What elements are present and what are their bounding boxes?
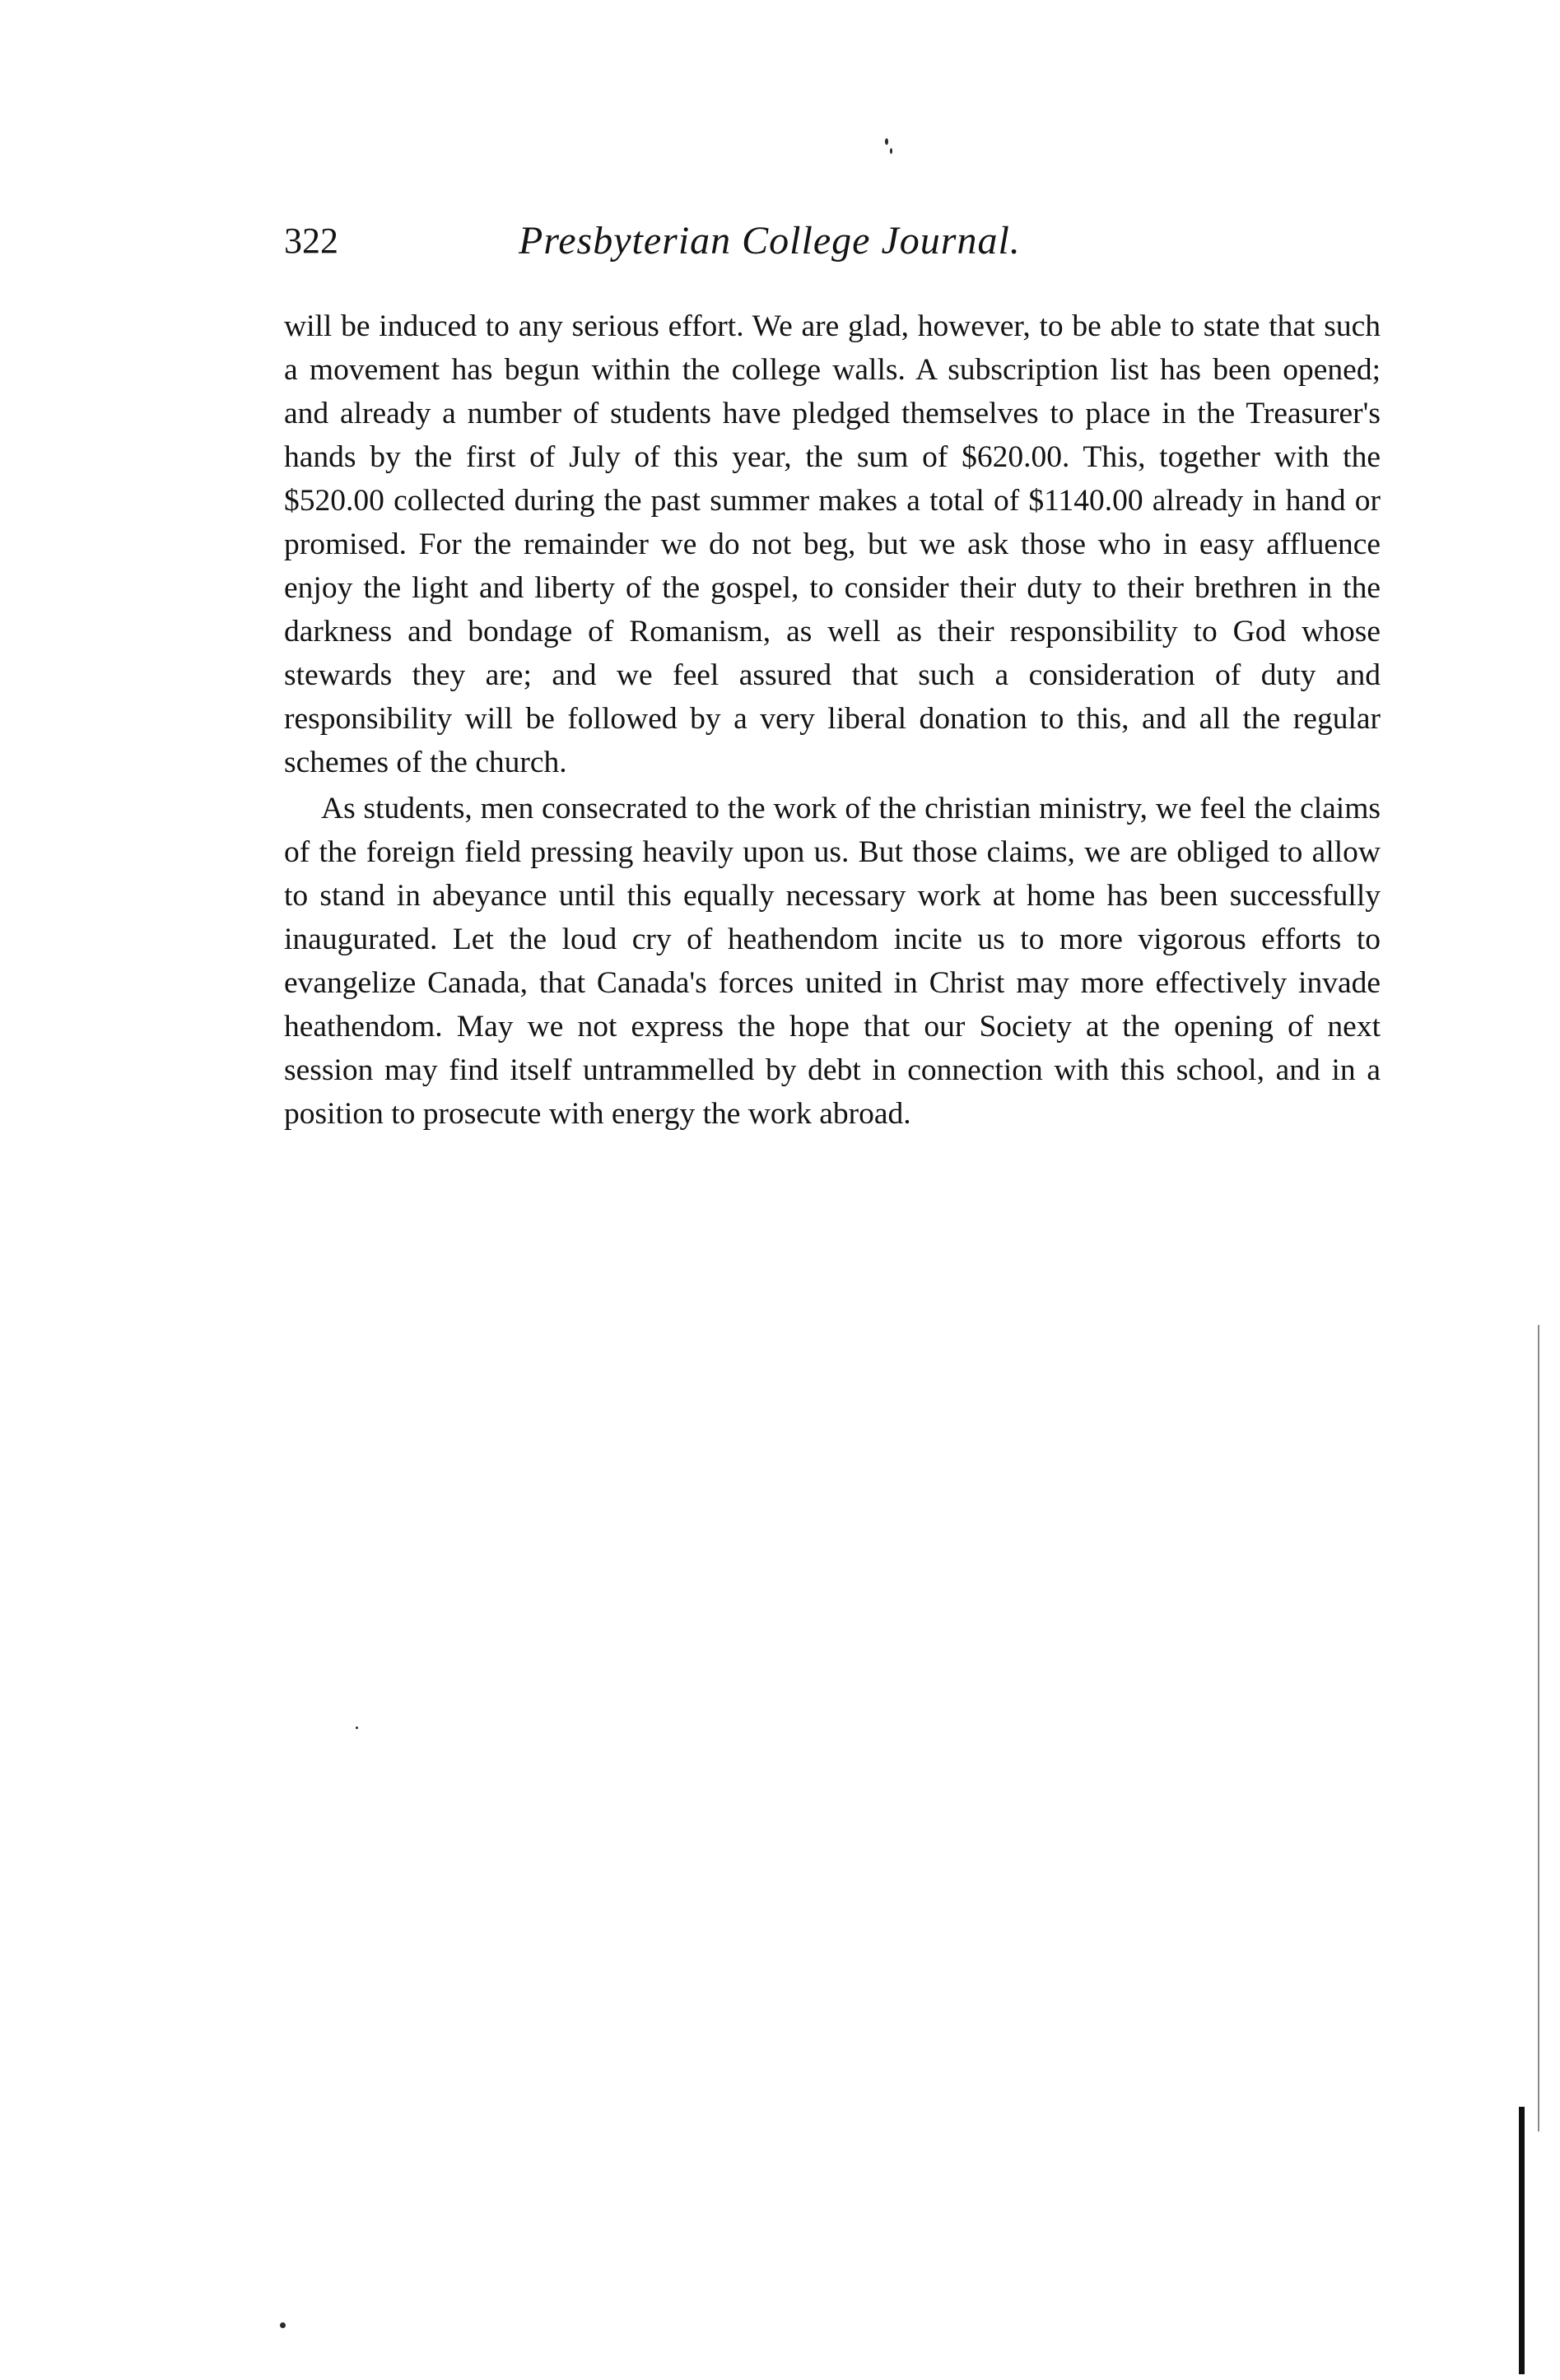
running-head xyxy=(284,212,1395,270)
scan-speck xyxy=(885,138,888,145)
scan-speck xyxy=(890,148,892,154)
page-edge-line xyxy=(1538,1325,1539,2131)
page-number: 322 xyxy=(284,221,338,261)
paragraph-2: As students, men consecrated to the work of the christian ministry, we feel the claims of the foreign field pressing heavily upon us. But those claims, we are obliged to allow to stand in abeyance until this equally necessary work at home has been successfully inaugurated. Let the loud cry of heathendom incite us to more vigorous efforts to evangelize Canada, that Canada's forces united in Christ may more effectively invade heathendom. May we not express the hope that our Society at the opening of next session may find itself untrammelled by debt in connection with this school, and in a position to prosecute with energy the work abroad. xyxy=(284,792,1381,1131)
page-edge-line xyxy=(1519,2107,1525,2374)
paragraph-1: will be induced to any serious effort. We are glad, however, to be able to state that such a movement has begun within the college walls. A subscription list has been opened; and already a number of students have pledged themselves to place in the Treasurer's hands by the first of July of this year, the sum of $620.00. This, together with the $520.00 collected during the past summer makes a total of $1140.00 already in hand or promised. For the remainder we do not beg, but we ask those who in easy affluence enjoy the light and liberty of the gospel, to consider their duty to their brethren in the darkness and bondage of Romanism, as well as their responsibility to God whose stewards they are; and we feel assured that such a consideration of duty and responsibility will be followed by a very liberal donation to this, and all the regular schemes of the church. xyxy=(284,309,1381,779)
article-body xyxy=(284,304,1381,1136)
scan-speck xyxy=(280,2322,286,2328)
scan-speck xyxy=(356,1727,358,1729)
journal-title: Presbyterian College Journal. xyxy=(519,219,1021,263)
